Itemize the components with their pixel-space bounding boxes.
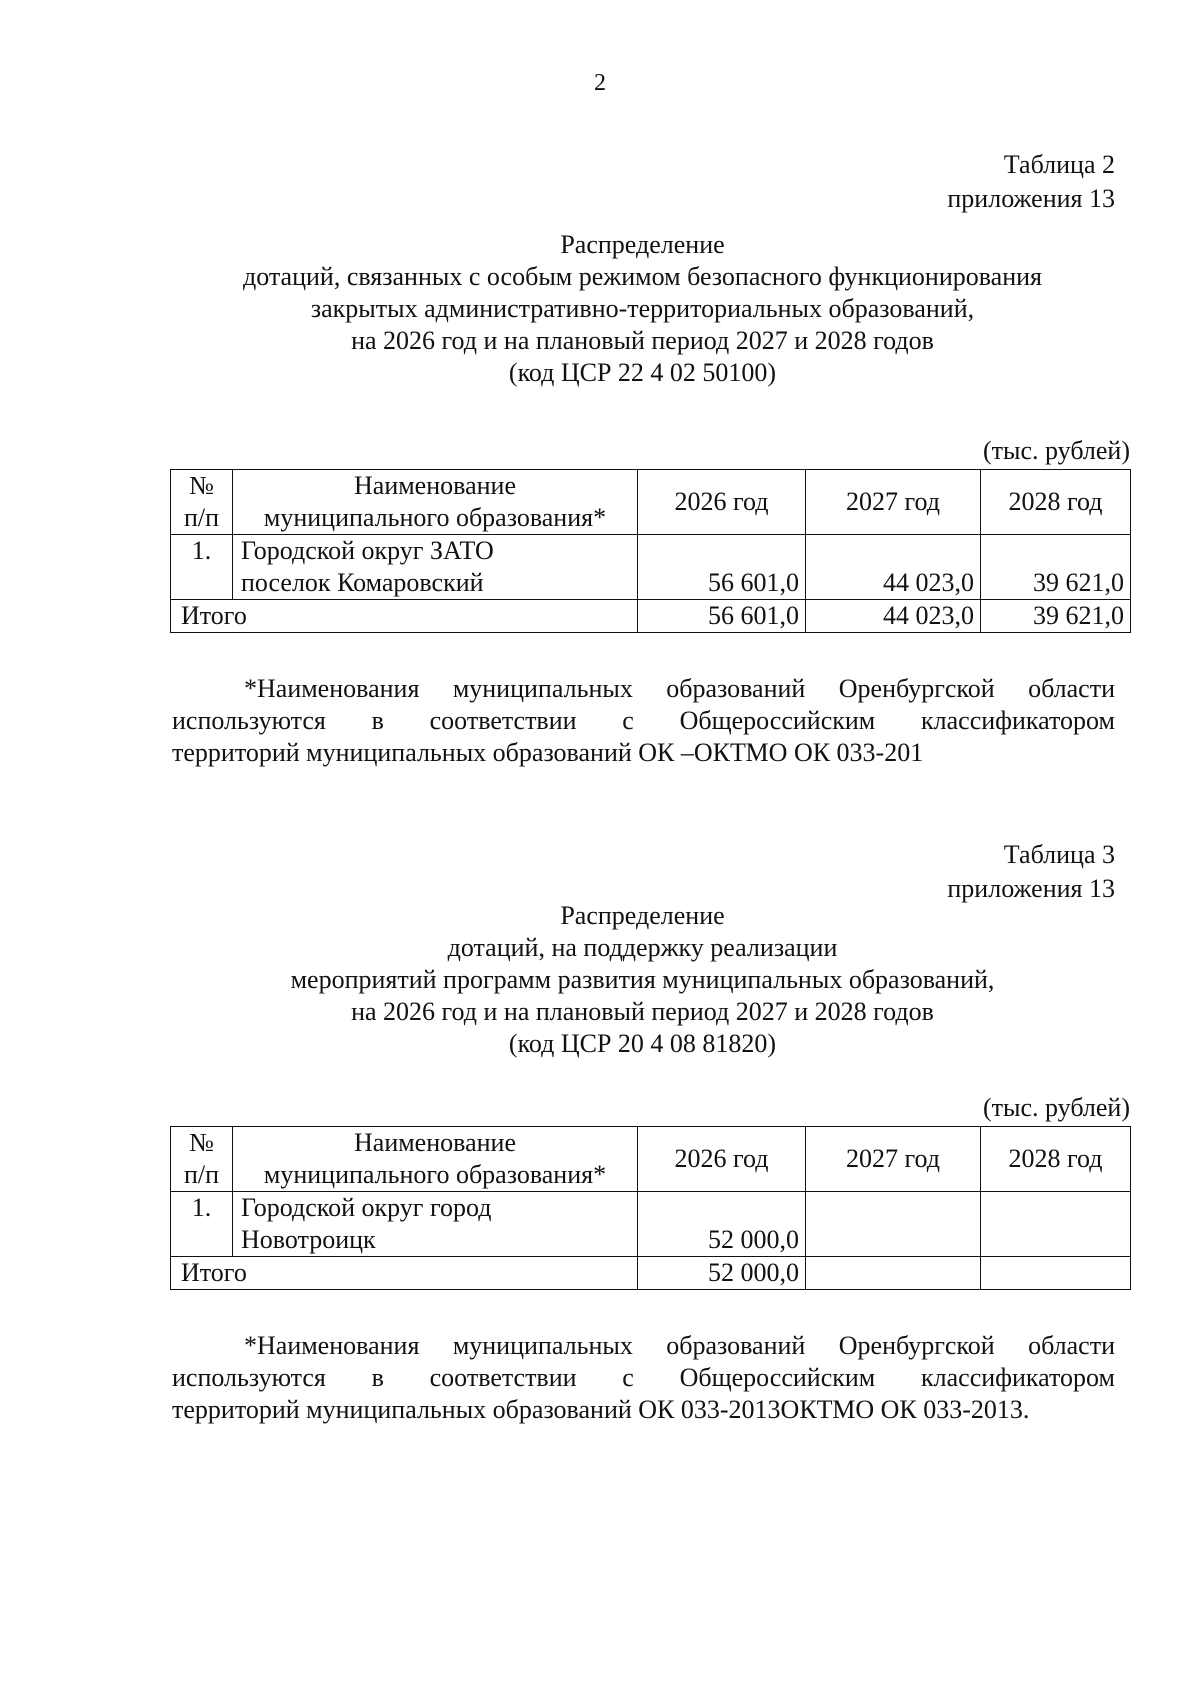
row-value-2027: [806, 1192, 981, 1257]
table3: [170, 1126, 1131, 1290]
header-2027: 2027 год: [806, 1127, 981, 1192]
header-name: [233, 470, 638, 535]
table2-label-line1: Таблица 2: [1003, 150, 1115, 179]
table2-units: (тыс. рублей): [982, 436, 1130, 465]
row-name: [233, 1192, 638, 1257]
row-index: 1.: [171, 1192, 233, 1257]
row-name: [233, 535, 638, 600]
row-value-2028: 39 621,0: [981, 535, 1131, 600]
table3-title-line: мероприятий программ развития муниципальных образований,: [290, 965, 995, 994]
table2-title-line: Распределение: [560, 230, 725, 259]
table3-label-line1: Таблица 3: [1003, 840, 1115, 869]
table3-header-row: [171, 1127, 1131, 1192]
row-value-2026: 56 601,0: [638, 535, 806, 600]
row-value-2028: [981, 1192, 1131, 1257]
row-value-2027: 44 023,0: [806, 535, 981, 600]
table3-title: [170, 900, 1115, 1060]
total-row: [171, 1257, 1131, 1290]
header-2026: 2026 год: [638, 470, 806, 535]
table2-label-line2: приложения 13: [947, 184, 1115, 213]
table2-title: [170, 229, 1115, 389]
footnote-line: территорий муниципальных образований ОК –ОКТМО ОК 033-201: [172, 738, 924, 767]
table2-header-row: [171, 470, 1131, 535]
header-number: [171, 470, 233, 535]
table2-title-line: на 2026 год и на плановый период 2027 и 2028 годов: [351, 326, 934, 355]
footnote-line: используются в соответствии с Общероссийским классификатором: [172, 706, 1115, 735]
header-name-line1: Наименование: [354, 1128, 516, 1157]
row-name-line1: Городской округ ЗАТО: [241, 536, 494, 565]
footnote-line: используются в соответствии с Общероссийским классификатором: [172, 1363, 1115, 1392]
header-2027: 2027 год: [806, 470, 981, 535]
header-number: [171, 1127, 233, 1192]
header-2028: 2028 год: [981, 1127, 1131, 1192]
total-2027: [806, 1257, 981, 1290]
header-number-line2: п/п: [183, 503, 220, 532]
table3-title-line: на 2026 год и на плановый период 2027 и 2028 годов: [351, 997, 934, 1026]
row-name-line2: Новотроицк: [241, 1225, 376, 1254]
total-2028: [981, 1257, 1131, 1290]
row-name-line1: Городской округ город: [241, 1193, 492, 1222]
total-2028: 39 621,0: [981, 600, 1131, 633]
row-name-line2: поселок Комаровский: [241, 568, 484, 597]
table3-footnote: [172, 1330, 1115, 1426]
page-number: 2: [594, 70, 606, 96]
total-label: Итого: [171, 600, 638, 633]
table2-label: [170, 148, 1115, 216]
row-value-2026: 52 000,0: [638, 1192, 806, 1257]
table2-title-line: (код ЦСР 22 4 02 50100): [508, 358, 777, 387]
total-2026: 56 601,0: [638, 600, 806, 633]
header-number-line2: п/п: [183, 1160, 220, 1189]
footnote-line: *Наименования муниципальных образований Оренбургской области: [244, 1331, 1115, 1360]
total-2027: 44 023,0: [806, 600, 981, 633]
table3-title-line: (код ЦСР 20 4 08 81820): [508, 1029, 777, 1058]
total-row: [171, 600, 1131, 633]
table3-label-line2: приложения 13: [947, 874, 1115, 903]
header-2026: 2026 год: [638, 1127, 806, 1192]
table3-units: (тыс. рублей): [982, 1093, 1130, 1122]
header-2028: 2028 год: [981, 470, 1131, 535]
total-label: Итого: [171, 1257, 638, 1290]
footnote-line: *Наименования муниципальных образований Оренбургской области: [244, 674, 1115, 703]
table2: [170, 469, 1131, 633]
row-index: 1.: [171, 535, 233, 600]
header-name-line1: Наименование: [354, 471, 516, 500]
header-number-line1: №: [189, 471, 214, 500]
header-number-line1: №: [189, 1128, 214, 1157]
table3-title-line: Распределение: [560, 901, 725, 930]
table2-title-line: закрытых административно-территориальных образований,: [310, 294, 975, 323]
header-name: [233, 1127, 638, 1192]
table3-label: [170, 838, 1115, 906]
table-row: [171, 535, 1131, 600]
header-name-line2: муниципального образования*: [263, 1160, 607, 1189]
table2-title-line: дотаций, связанных с особым режимом безопасного функционирования: [242, 262, 1043, 291]
table2-footnote: [172, 673, 1115, 769]
footnote-line: территорий муниципальных образований ОК 033-2013ОКТМО ОК 033-2013.: [172, 1395, 1030, 1424]
header-name-line2: муниципального образования*: [263, 503, 607, 532]
table-row: [171, 1192, 1131, 1257]
table3-title-line: дотаций, на поддержку реализации: [447, 933, 838, 962]
total-2026: 52 000,0: [638, 1257, 806, 1290]
